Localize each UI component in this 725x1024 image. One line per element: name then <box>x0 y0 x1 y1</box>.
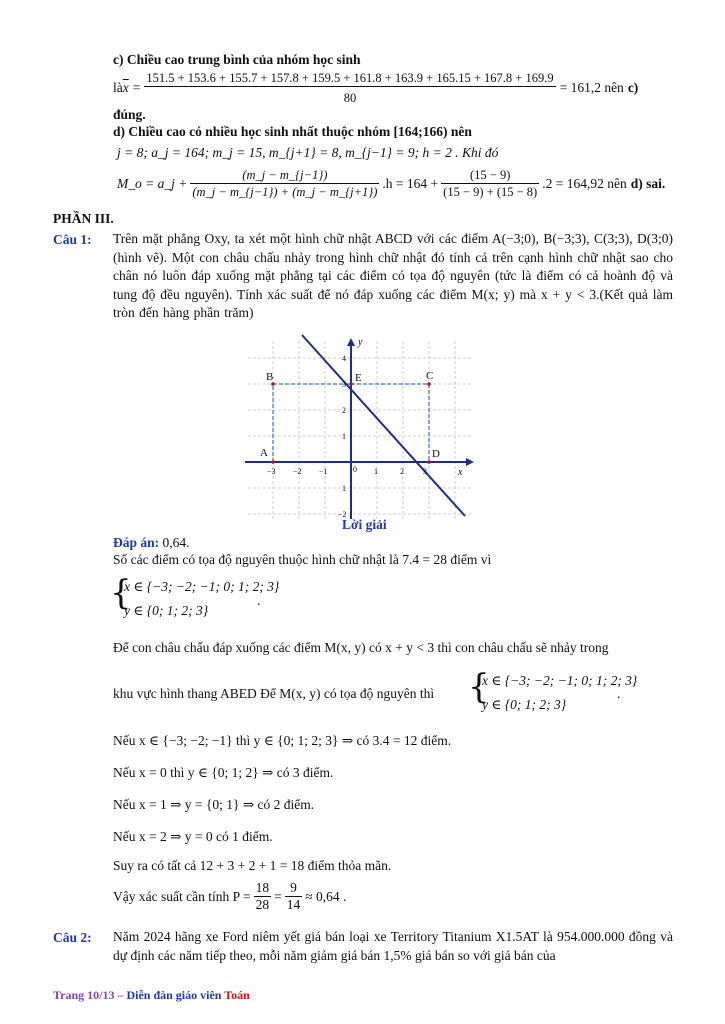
case-1: Nếu x ∈ {−3; −2; −1} thì y ∈ {0; 1; 2; 3} ⇒ có 3.4 = 12 điểm. <box>113 733 452 748</box>
set-y: y ∈ {0; 1; 2; 3} <box>124 603 209 618</box>
p-num-2: 9 <box>285 880 303 897</box>
part-c-label: c) <box>627 80 639 95</box>
point-e <box>349 382 353 386</box>
part-d-label: d) sai. <box>630 175 666 191</box>
x-axis-label: x <box>458 467 463 478</box>
part-d-params: j = 8; a_j = 164; m_j = 15, m_{j+1} = 8, m_{j−1} = 9; h = 2 . Khi đó <box>117 145 499 160</box>
x-tick-label: 2 <box>400 467 404 476</box>
part-c-formula: là $\overline{x}$ = 151.5 + 153.6 + 155.7 + 157.8 + 159.5 + 161.8 + 163.9 + 165.15 + 167.8 + 169.9 80 = 161,2 nên c) <box>113 71 639 105</box>
y-tick-label: −2 <box>338 510 347 519</box>
set2-period: . <box>617 686 621 701</box>
point-a <box>271 460 275 464</box>
mode-frac1-num: (m_j − m_{j−1}) <box>190 167 379 184</box>
mode-label: M_o = a_j + <box>117 175 188 191</box>
answer-value: 0,64. <box>162 535 190 550</box>
point-d <box>427 460 431 464</box>
solution-line1: Số các điểm có tọa độ nguyên thuộc hình chữ nhật là 7.4 = 28 điểm vì <box>113 552 492 567</box>
set-y2: y ∈ {0; 1; 2; 3} <box>482 697 567 712</box>
mode-mid: .h = 164 + <box>382 175 439 191</box>
cau1-text: Trên mặt phẳng Oxy, ta xét một hình chữ nhật ABCD với các điểm A(−3;0), B(−3;3), C(3;3), D(3;0) (hình vẽ). Một con châu chấu nhảy trong hình chữ nhật đó tính cả trên cạnh hình chữ nhật sao cho chân nó luôn đáp xuống mặt phẳng tại các điểm có tọa độ nguyên (tức là điểm có cả hoành độ và tung độ đều nguyên). Tính xác suất để nó đáp xuống các điểm M(x; y) mà x + y < 3.(Kết quả làm tròn đến hàng phần trăm) <box>113 231 673 320</box>
page-footer <box>53 988 250 1003</box>
mean-result: = 161,2 nên <box>559 80 624 95</box>
set-x: x ∈ {−3; −2; −1; 0; 1; 2; 3} <box>124 579 280 594</box>
cau1-label: Câu 1: <box>53 232 92 247</box>
case-4: Nếu x = 2 ⇒ y = 0 có 1 điểm. <box>113 829 273 844</box>
grid-lines <box>248 341 472 521</box>
part-d-heading: d) Chiều cao có nhiều học sinh nhất thuộc nhóm [164;166) nên <box>113 124 472 139</box>
solution-line3: khu vực hình thang ABED Để M(x, y) có tọa độ nguyên thì <box>113 686 435 701</box>
x-tick-label: −2 <box>293 467 302 476</box>
answer-label: Đáp án: <box>113 535 160 550</box>
part-c-heading: c) Chiều cao trung bình của nhóm học sinh <box>113 52 361 67</box>
system-brace: { <box>110 573 132 613</box>
y-axis-label: y <box>358 337 363 348</box>
label-b: B <box>266 371 274 383</box>
p-den-1: 28 <box>255 897 270 912</box>
x-tick-label: −3 <box>267 467 276 476</box>
footer-subject: Toán <box>224 988 250 1002</box>
y-tick-label: 1 <box>342 484 346 493</box>
mean-denominator: 80 <box>343 91 357 105</box>
label-e: E <box>355 372 362 384</box>
label-a: A <box>260 447 268 459</box>
solution-line2: Để con châu chấu đáp xuống các điểm M(x, y) có x + y < 3 thì con châu chấu sẽ nhảy trong <box>113 640 609 655</box>
mode-frac2-num: (15 − 9) <box>441 167 539 184</box>
y-tick-label: 1 <box>342 432 346 441</box>
x-axis-arrow <box>466 458 474 466</box>
footer-page: Trang 10/13 – <box>53 988 124 1002</box>
cau2-label: Câu 2: <box>53 930 92 945</box>
solution-title: Lời giải <box>342 517 387 532</box>
point-c <box>427 382 431 386</box>
set-x2: x ∈ {−3; −2; −1; 0; 1; 2; 3} <box>482 673 638 688</box>
y-axis-arrow <box>347 338 355 346</box>
x-bar: $\overline{x}$ <box>122 80 129 95</box>
part-3-title: PHẦN III. <box>53 211 114 226</box>
y-tick-label: 4 <box>342 354 346 363</box>
system-brace: { <box>468 667 490 707</box>
footer-forum: Diễn đàn giáo viên <box>126 988 222 1002</box>
probability-suffix: ≈ 0,64 . <box>305 888 347 904</box>
cau2-text: Năm 2024 hãng xe Ford niêm yết giá bán loại xe Territory Titanium X1.5AT là 954.000.000 đồng và dự định các năm tiếp theo, mỗi năm giảm giá bán 1,5% giá bán so với giá bán của <box>113 929 673 963</box>
p-den-2: 14 <box>286 897 301 912</box>
label-c: C <box>426 370 434 382</box>
case-2: Nếu x = 0 thì y ∈ {0; 1; 2} ⇒ có 3 điểm. <box>113 765 334 780</box>
part-c-prefix: là <box>113 80 123 95</box>
answer-line <box>113 535 190 551</box>
x-tick-label: −1 <box>319 467 328 476</box>
x-tick-label: 3 <box>423 467 427 476</box>
x-tick-label: 1 <box>374 467 378 476</box>
mode-frac1-den: (m_j − m_{j−1}) + (m_j − m_{j+1}) <box>192 185 378 199</box>
set-period: . <box>257 593 261 608</box>
case-3: Nếu x = 1 ⇒ y = {0; 1} ⇒ có 2 điểm. <box>113 797 315 812</box>
mode-result: .2 = 164,92 nên <box>542 175 627 191</box>
x-tick-label: 0 <box>353 465 357 474</box>
mode-formula <box>117 167 665 200</box>
line-x-plus-y-3 <box>302 335 465 516</box>
mean-numerator: 151.5 + 153.6 + 155.7 + 157.8 + 159.5 + 161.8 + 163.9 + 165.15 + 167.8 + 169.9 <box>146 71 554 85</box>
part-c-conclusion: đúng. <box>113 107 146 122</box>
probability-line: Vậy xác suất cần tính P = $\frac{18}{28}$ = $\frac{9}{14}$ ≈ 0,64 . <box>113 880 347 912</box>
p-num-1: 18 <box>255 880 270 895</box>
coordinate-graph <box>240 333 480 525</box>
probability-prefix: Vậy xác suất cần tính P = <box>113 888 251 904</box>
y-tick-label: 2 <box>342 406 346 415</box>
mode-frac2-den: (15 − 9) + (15 − 8) <box>443 185 538 199</box>
label-d: D <box>432 448 440 460</box>
y-tick-label: 3 <box>342 380 346 389</box>
sum-line: Suy ra có tất cả 12 + 3 + 2 + 1 = 18 điểm thỏa mãn. <box>113 858 392 873</box>
